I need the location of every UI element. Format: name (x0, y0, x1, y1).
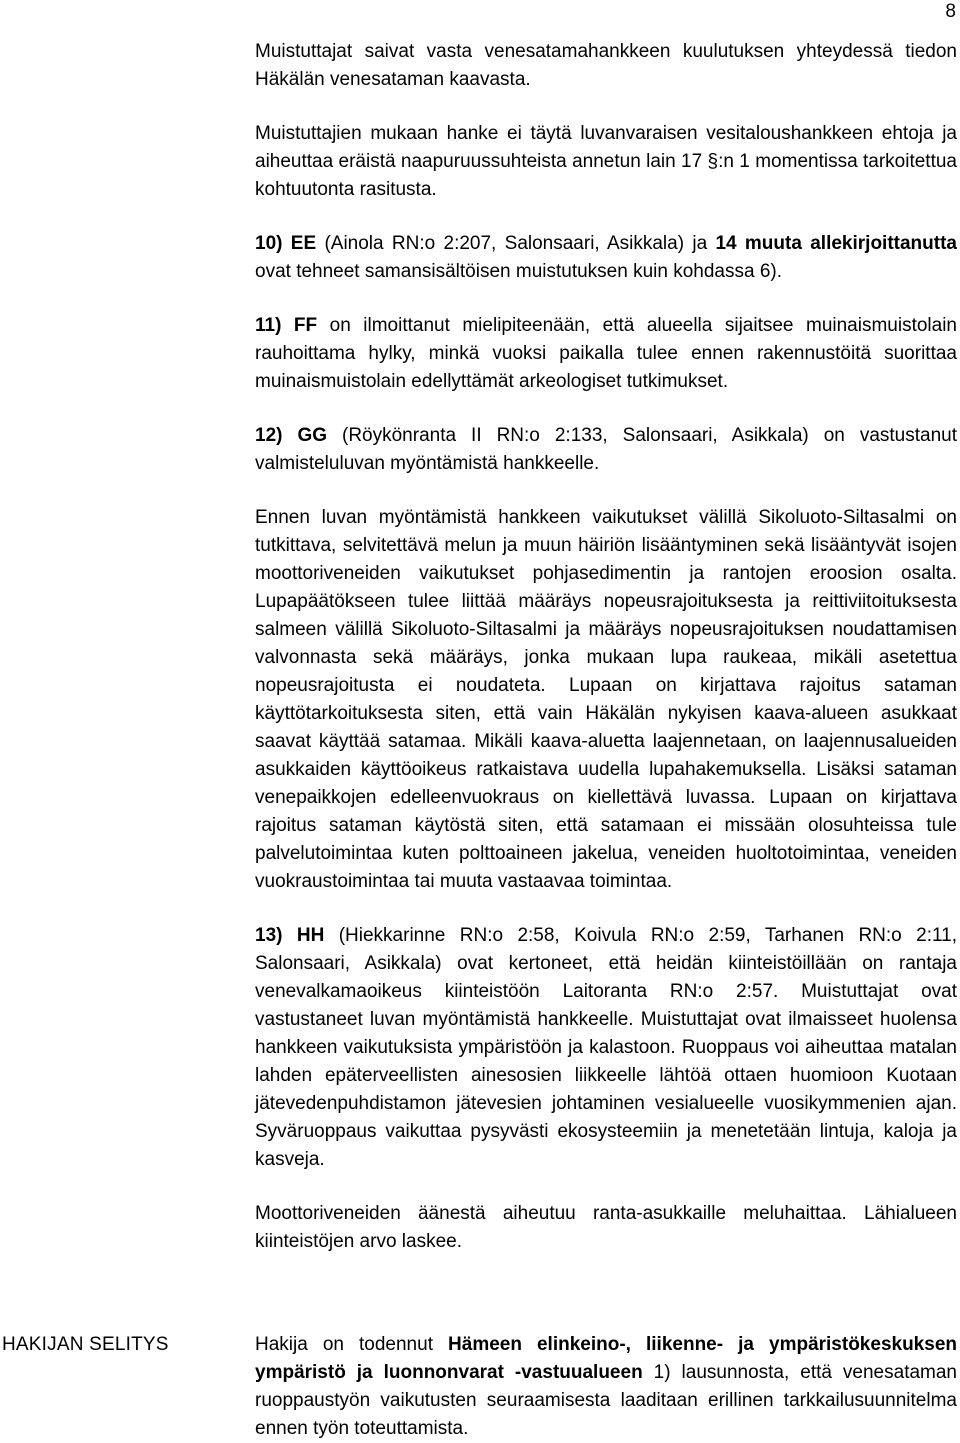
paragraph-objection-ee (255, 230, 957, 286)
paragraph-text: Hakija on todennut (255, 1334, 449, 1355)
objector-id: 13) HH (255, 925, 325, 946)
paragraph-objection-grounds: Muistuttajien mukaan hanke ei täytä luvanvaraisen vesitaloushankkeen ehtoja ja aiheuttaa eräistä naapuruussuhteista annetun lain 17 §:n 1 momentissa tarkoitettua kohtuutonta rasitusta. (255, 123, 957, 200)
document-body (255, 38, 957, 1282)
objector-id: 12) GG (255, 425, 328, 446)
paragraph-applicant-response (255, 1331, 957, 1443)
paragraph-text: (Ainola RN:o 2:207, Salonsaari, Asikkala) ja (316, 233, 716, 254)
paragraph-gg-demands: Ennen luvan myöntämistä hankkeen vaikutukset välillä Sikoluoto-Siltasalmi on tutkittava, selvitettävä melun ja muun häiriön lisääntyminen sekä lisääntyvät isojen moottoriveneiden vaikutukset pohjasedimentin ja rantojen eroosion osalta. Lupapäätökseen tulee liittää määräys nopeusrajoituksesta ja reittiviitoituksesta salmeen välillä Sikoluoto-Siltasalmi ja määräys nopeusrajoituksen noudattamisen valvonnasta sekä määräys, jonka mukaan lupa raukeaa, mikäli asetettua nopeusrajoitusta ei noudateta. Lupaan on kirjattava rajoitus sataman käyttötarkoituksesta siten, että vain Häkälän nykyisen kaava-alueen asukkaat saavat käyttää satamaa. Mikäli kaava-aluetta laajennetaan, on laajennusalueiden asukkaiden käyttöoikeus ratkaistava uudella lupahakemuksella. Lisäksi sataman venepaikkojen edelleenvuokraus on kiellettävä luvassa. Lupaan on kirjattava rajoitus sataman käytöstä siten, että satamaan ei missään olosuhteissa tule palvelutoimintaa kuten polttoaineen jakelua, veneiden huoltotoimintaa, veneiden vuokraustoimintaa tai muuta vastaavaa toimintaa. (255, 507, 957, 892)
objector-id: 10) EE (255, 233, 317, 254)
paragraph-text: (Röykönranta II RN:o 2:133, Salonsaari, Asikkala) on vastustanut valmisteluluvan myöntämistä hankkeelle. (255, 425, 957, 474)
objector-id: 11) FF (255, 315, 318, 336)
signatories-count: 14 muuta allekirjoittanutta (715, 233, 957, 254)
paragraph-objection-ff (255, 312, 957, 396)
page-number: 8 (945, 1, 956, 22)
paragraph-text: ovat tehneet samansisältöisen muistutuksen kuin kohdassa 6). (255, 261, 783, 282)
paragraph-notice-timing: Muistuttajat saivat vasta venesatamahankkeen kuulutuksen yhteydessä tiedon Häkälän venesataman kaavasta. (255, 41, 957, 90)
paragraph-text: (Hiekkarinne RN:o 2:58, Koivula RN:o 2:59, Tarhanen RN:o 2:11, Salonsaari, Asikkala) ovat kertoneet, että heidän kiinteistöillään on rantaja venevalkamaoikeus kiinteistöön Laitoranta RN:o 2:57. Muistuttajat ovat vastustaneet luvan myöntämistä hankkeelle. Muistuttajat ovat ilmaisseet huolensa hankkeen vaikutuksista ympäristöön ja kalastoon. Ruoppaus voi aiheuttaa matalan lahden epäterveellisten ainesosien liikkeelle lähtöä ottaen huomioon Kuotaan jätevedenpuhdistamon jätevesien johtaminen vesialueelle vuosikymmenien ajan. Syväruoppaus vaikuttaa pysyvästi ekosysteemiin ja menetetään lintuja, kaloja ja kasveja. (255, 925, 958, 1170)
paragraph-text: on ilmoittanut mielipiteenään, että alueella sijaitsee muinaismuistolain rauhoittama hylky, minkä vuoksi paikalla tulee ennen rakennustöitä suorittaa muinaismuistolain edellyttämät arkeologiset tutkimukset. (255, 315, 957, 392)
section-label: HAKIJAN SELITYS (2, 1334, 169, 1355)
paragraph-objection-hh (255, 922, 957, 1174)
authority-name: Hämeen elinkeino-, liikenne- ja ympäristökeskuksen ympäristö ja luonnonvarat -vastuualueen (255, 1334, 957, 1383)
paragraph-objection-gg (255, 422, 957, 478)
paragraph-noise-value: Moottoriveneiden äänestä aiheutuu ranta-asukkaille meluhaittaa. Lähialueen kiinteistöjen arvo laskee. (255, 1203, 957, 1252)
paragraph-text: 1) lausunnosta, että venesataman ruoppaustyön vaikutusten seuraamisesta laaditaan erillinen tarkkailusuunnitelma ennen työn toteuttamista. (255, 1362, 957, 1439)
